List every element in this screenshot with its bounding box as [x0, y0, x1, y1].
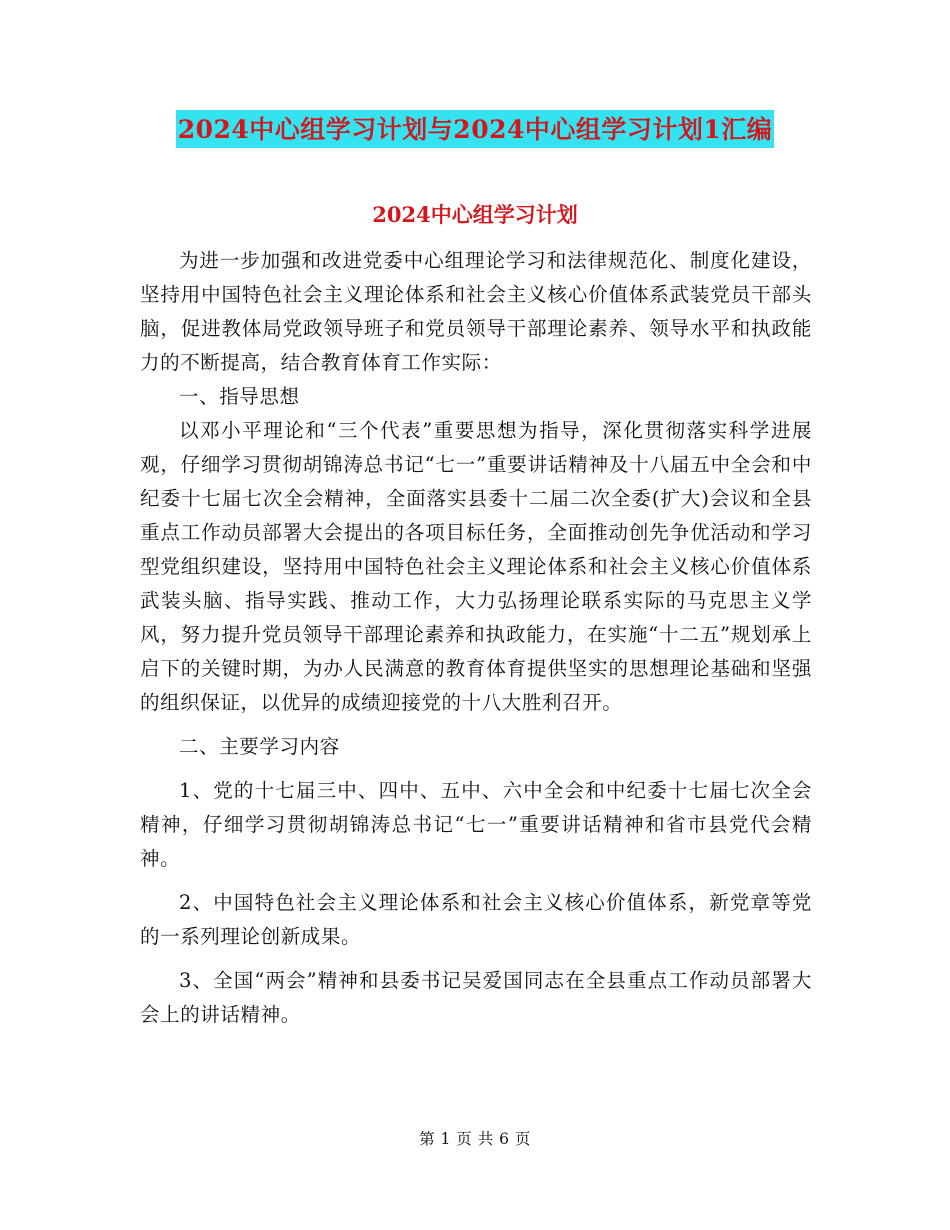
page-footer: 第 1 页 共 6 页 [419, 1130, 531, 1148]
sub-title: 2024中心组学习计划 [372, 202, 578, 227]
section-heading-guiding-ideology: 一、指导思想 [179, 385, 300, 408]
content-item-1: 1、党的十七届三中、四中、五中、六中全会和中纪委十七届七次全会精神，仔细学习贯彻胡锦涛总书记“七一”重要讲话精神和省市县党代会精神。 [140, 779, 812, 870]
main-title: 2024中心组学习计划与2024中心组学习计划1汇编 [176, 110, 775, 148]
document-body [140, 244, 812, 1032]
section-heading-main-content: 二、主要学习内容 [179, 735, 340, 758]
content-item-3: 3、全国“两会”精神和县委书记吴爱国同志在全县重点工作动员部署大会上的讲话精神。 [140, 969, 812, 1026]
content-item-2: 2、中国特色社会主义理论体系和社会主义核心价值体系，新党章等党的一系列理论创新成果。 [140, 891, 812, 948]
main-title-container [0, 110, 950, 148]
guiding-ideology-paragraph: 以邓小平理论和“三个代表”重要思想为指导，深化贯彻落实科学进展观，仔细学习贯彻胡锦涛总书记“七一”重要讲话精神及十八届五中全会和中纪委十七届七次全会精神，全面落实县委十二届二次全委(扩大)会议和全县重点工作动员部署大会提出的各项目标任务，全面推动创先争优活动和学习型党组织建设，坚持用中国特色社会主义理论体系和社会主义核心价值体系武装头脑、指导实践、推动工作，大力弘扬理论联系实际的马克思主义学风，努力提升党员领导干部理论素养和执政能力，在实施“十二五”规划承上启下的关键时期，为办人民满意的教育体育提供坚实的思想理论基础和坚强的组织保证，以优异的成绩迎接党的十八大胜利召开。 [140, 419, 812, 714]
intro-paragraph: 为进一步加强和改进党委中心组理论学习和法律规范化、制度化建设，坚持用中国特色社会主义理论体系和社会主义核心价值体系武装党员干部头脑，促进教体局党政领导班子和党员领导干部理论素养、领导水平和执政能力的不断提高，结合教育体育工作实际： [140, 249, 812, 374]
